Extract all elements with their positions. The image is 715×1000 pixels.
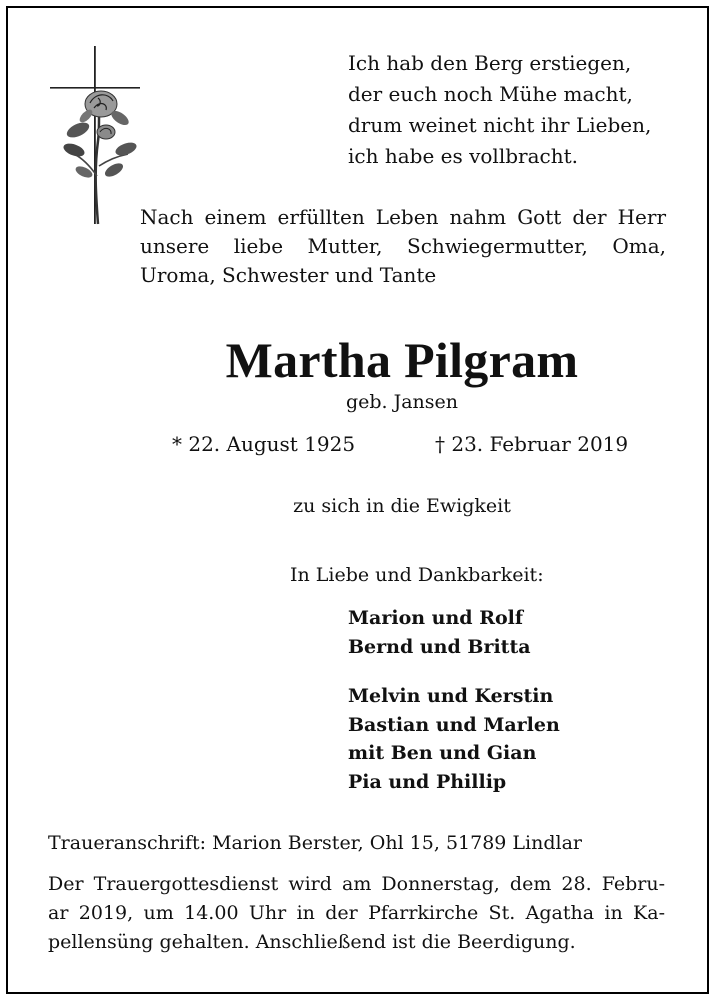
- mourners-list: [348, 604, 560, 817]
- birth-date: * 22. August 1925: [172, 432, 356, 456]
- mourner-name: mit Ben und Gian: [348, 742, 537, 764]
- cross-with-rose-icon: [48, 46, 140, 226]
- poem: [348, 48, 651, 172]
- mourner-name: Marion und Rolf: [348, 607, 524, 629]
- mourning-address: Traueranschrift: Marion Berster, Ohl 15, 51789 Lindlar: [48, 832, 583, 854]
- service-info: [48, 870, 665, 957]
- deceased-name: Martha Pilgram: [225, 332, 579, 388]
- intro-line: unsere liebe Mutter, Schwiegermutter, Oma,: [140, 234, 666, 258]
- mourner-name: Bernd und Britta: [348, 635, 531, 658]
- poem-line: ich habe es vollbracht.: [348, 144, 578, 168]
- service-line: ar 2019, um 14.00 Uhr in der Pfarrkirche St. Agatha in Ka-: [48, 902, 665, 924]
- eternity-line: zu sich in die Ewigkeit: [293, 495, 511, 517]
- death-date: † 23. Februar 2019: [435, 432, 629, 456]
- poem-line: drum weinet nicht ihr Lieben,: [348, 113, 652, 137]
- poem-line: Ich hab den Berg erstiegen,: [348, 51, 632, 75]
- mourners-group: [348, 682, 560, 796]
- mourner-name: Pia und Phillip: [348, 770, 507, 793]
- intro-line: Nach einem erfüllten Leben nahm Gott der Herr: [140, 205, 666, 229]
- mourner-name: Bastian und Marlen: [348, 713, 560, 736]
- mourner-name: Melvin und Kerstin: [348, 685, 554, 707]
- mourners-group: [348, 604, 560, 661]
- service-line: Der Trauergottesdienst wird am Donnerstag, dem 28. Febru-: [48, 873, 665, 895]
- poem-line: der euch noch Mühe macht,: [348, 82, 633, 106]
- maiden-name: geb. Jansen: [345, 391, 459, 413]
- service-line: pellensüng gehalten. Anschließend ist die Beerdigung.: [48, 931, 576, 953]
- gratitude-line: In Liebe und Dankbarkeit:: [290, 564, 544, 586]
- intro-text: [140, 203, 666, 290]
- intro-line: Uroma, Schwester und Tante: [140, 263, 437, 287]
